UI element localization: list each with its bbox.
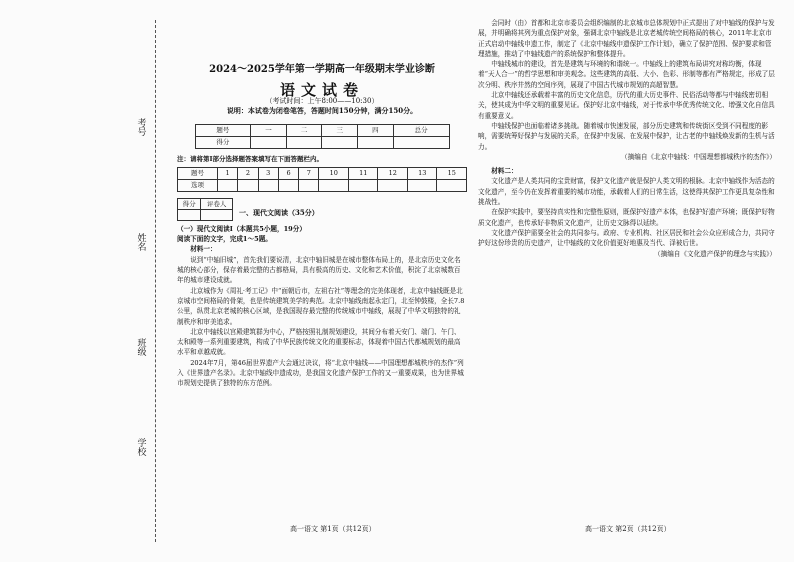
- reviewer-score-label: 得分: [178, 198, 201, 209]
- binding-line: [155, 20, 156, 542]
- paragraph: 北京中轴线还承载着丰富的历史文化信息，历代的重大历史事件、民俗活动等都与中轴线密切相关，使其成为中华文明的重要见证。保护好北京中轴线，对于传承中华优秀传统文化、增强文化自信具有重要意义。: [478, 91, 775, 120]
- answer-cell[interactable]: [217, 179, 237, 191]
- answer-header: 3: [258, 167, 278, 179]
- answer-header: 11: [348, 167, 378, 179]
- paragraph: 2024年7月，第46届世界遗产大会通过决议，将“北京中轴线——中国理想都城秩序的杰作”列入《世界遗产名录》。北京中轴线申遗成功，是我国文化遗产保护工作的又一重要成果，也为世界城市规划史提供了独特的东方范例。: [177, 358, 464, 388]
- answer-cell[interactable]: [238, 179, 258, 191]
- material-label: 材料二：: [491, 167, 518, 176]
- answer-cell[interactable]: [258, 179, 278, 191]
- answer-cell[interactable]: [278, 179, 298, 191]
- reviewer-person-label: 评卷人: [201, 198, 233, 209]
- reviewer-box: [177, 198, 467, 224]
- source-note: （摘编自《北京中轴线：中国理想都城秩序的杰作》）: [621, 152, 776, 161]
- paragraph: 北京城作为《周礼·考工记》中“面朝后市，左祖右社”等理念的完美体现者，北京中轴线既是北京城市空间格局的骨架，也是传统建筑美学的典范。北京中轴线南起永定门，北至钟鼓楼，全长7.8公里，纵贯北京老城的核心区域，是我国现存最完整的传统城市中轴线，展现了中华文明独特的礼制秩序和审美追求。: [177, 286, 465, 326]
- answer-cell[interactable]: [378, 179, 408, 191]
- exam-time: （考试时间：上午8:00——10:30）: [265, 96, 379, 105]
- reviewer-score-cell[interactable]: [178, 210, 201, 221]
- answer-header: 6: [278, 167, 298, 179]
- score-cell[interactable]: [251, 136, 287, 148]
- sidebar-label-school: 学校: [137, 439, 147, 458]
- reviewer-table: [177, 198, 233, 221]
- answer-header: 13: [407, 167, 437, 179]
- score-cell[interactable]: [322, 136, 358, 148]
- left-column: [177, 45, 467, 389]
- answer-header: 7: [299, 167, 319, 179]
- answer-row-label: 选项: [178, 179, 218, 191]
- material-label: 材料一：: [190, 245, 217, 254]
- answer-cell[interactable]: [407, 179, 437, 191]
- sidebar-label-class: 班级: [137, 339, 147, 358]
- score-header: 二: [286, 124, 322, 136]
- paragraph: 中轴线城市的建设，首先是建筑与环境的和谐统一。中轴线上的建筑布局讲究对称均衡，体现着“天人合一”的哲学思想和审美观念。这些建筑的高低、大小、色彩、形制等都有严格规定，形成了层次分明、秩序井然的空间序列，展现了中国古代城市规划的高超智慧。: [478, 60, 775, 89]
- answer-header: 10: [319, 167, 349, 179]
- score-header: 题号: [195, 124, 251, 136]
- right-column: [478, 18, 776, 259]
- paragraph: 在保护实践中，要坚持真实性和完整性原则，既保护好遗产本体，也保护好遗产环境；既保护好物质文化遗产，也传承好非物质文化遗产，让历史文脉得以延续。: [478, 208, 775, 227]
- score-cell[interactable]: [286, 136, 322, 148]
- answer-cell[interactable]: [348, 179, 378, 191]
- subject-title: 语文试卷: [279, 81, 364, 100]
- section-title: 一、现代文阅读（35分）: [239, 207, 319, 217]
- answer-header: 12: [378, 167, 408, 179]
- score-header: 总分: [393, 124, 449, 136]
- answer-cell[interactable]: [319, 179, 349, 191]
- paragraph: 说到“中轴旧城”，首先我们要说清，北京中轴旧城是在城市整体布局上的，是北京历史文化名城的核心部分，保存着最完整的古都格局，具有极高的历史、文化和艺术价值，积淀了北京城数百年的城市建设成就。: [177, 255, 461, 285]
- paragraph: 中轴线保护也面临着诸多挑战。随着城市快速发展，部分历史建筑和传统街区受到不同程度的影响，需要统筹好保护与发展的关系，在保护中发展、在发展中保护，让古老的中轴线焕发新的生机与活力。: [478, 121, 775, 151]
- score-table: [195, 124, 450, 149]
- paragraph: 文化遗产是人类共同的宝贵财富，保护文化遗产就是保护人类文明的根脉。北京中轴线作为活态的文化遗产，至今仍在发挥着重要的城市功能，承载着人们的日常生活，这使得其保护工作更具复杂性和挑战性。: [478, 177, 775, 207]
- paragraph: 会同时（由）首都和北京市委员会组织编制的北京城市总体规划中正式提出了对中轴线的保护与发展，并明确将其列为重点保护对象，强调北京中轴线是北京老城传统空间格局的核心，2011年北京市正式启动中轴线申遗工作，制定了《北京中轴线申遗保护工作计划》，确立了保护范围、保护要求和管理措施，推动了中轴线遗产的系统保护和整体提升。: [478, 19, 775, 58]
- sidebar-label-name: 姓名: [137, 234, 147, 253]
- score-cell[interactable]: [358, 136, 394, 148]
- answer-header: 题号: [178, 167, 218, 179]
- score-header: 四: [358, 124, 394, 136]
- paragraph: 北京中轴线以宫殿建筑群为中心，严格按照礼制规划建设，其间分布着天安门、端门、午门、太和殿等一系列重要建筑，构成了中华民族传统文化的重要标志，体现着中国古代都城规划的最高水平和卓越成就。: [177, 327, 461, 357]
- left-page-footer: 高一语文 第1页（共12页）: [290, 525, 376, 533]
- score-cell[interactable]: [393, 136, 449, 148]
- score-row-label: 得分: [195, 136, 251, 148]
- score-header: 一: [251, 124, 287, 136]
- paragraph: 文化遗产保护需要全社会的共同参与。政府、专业机构、社区居民和社会公众应形成合力，共同守护好这份珍贵的历史遗产，让中轴线的文化价值更好地惠及当代、泽被后世。: [478, 228, 775, 248]
- subsection-title: （一）现代文阅读Ⅰ（本题共5小题，19分）: [177, 224, 306, 233]
- answer-table: [177, 167, 467, 192]
- sidebar-label-exam-no: 考号: [137, 119, 147, 138]
- answer-header: 15: [437, 167, 467, 179]
- answer-cell[interactable]: [299, 179, 319, 191]
- reviewer-person-cell[interactable]: [201, 210, 233, 221]
- answer-instruction: 注：请将第Ⅰ部分选择题答案填写在下面答题栏内。: [177, 154, 324, 163]
- right-page-footer: 高一语文 第2页（共12页）: [585, 525, 671, 533]
- source-note: （摘编自《文化遗产保护的理念与实践》）: [654, 249, 776, 258]
- score-header: 三: [322, 124, 358, 136]
- answer-header: 2: [238, 167, 258, 179]
- exam-note: 说明：本试卷为闭卷笔答，答题时间150分钟，满分150分。: [226, 105, 418, 115]
- answer-cell[interactable]: [437, 179, 467, 191]
- subsection-instruction: 阅读下面的文字，完成1～5题。: [177, 235, 272, 244]
- exam-title: 2024～2025学年第一学期高一年级期末学业诊断: [209, 64, 435, 75]
- answer-header: 1: [217, 167, 237, 179]
